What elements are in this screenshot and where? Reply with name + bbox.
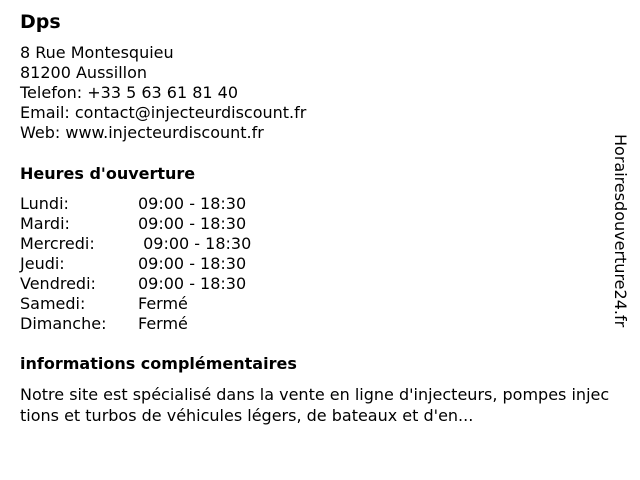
email-text: Email: contact@injecteurdiscount.fr: [20, 103, 307, 122]
phone-text: Telefon: +33 5 63 61 81 40: [20, 83, 239, 102]
contact-block: [20, 43, 306, 143]
hours-row-tuesday: [20, 214, 251, 234]
brand-sidebar: [603, 134, 633, 346]
day-label: Vendredi:: [20, 274, 96, 293]
time-value: Fermé: [138, 294, 188, 313]
website-text: Web: www.injecteurdiscount.fr: [20, 123, 264, 142]
info-heading: informations complémentaires: [20, 354, 297, 373]
day-label: Jeudi:: [20, 254, 65, 273]
time-value: Fermé: [138, 314, 188, 333]
day-label: Lundi:: [20, 194, 69, 213]
info-description: Notre site est spécialisé dans la vente en ligne d'injecteurs, pompes injections et turbos de véhicules légers, de bateaux et d'en...: [20, 385, 610, 425]
hours-row-sunday: [20, 314, 251, 334]
address-city: 81200 Aussillon: [20, 63, 148, 82]
day-label: Dimanche:: [20, 314, 107, 333]
time-value: 09:00 - 18:30: [138, 214, 247, 233]
hours-row-wednesday: [20, 234, 251, 254]
hours-list: [20, 194, 251, 334]
business-name: Dps: [20, 11, 61, 33]
hours-row-thursday: [20, 254, 251, 274]
time-value: 09:00 - 18:30: [138, 194, 247, 213]
address-street: 8 Rue Montesquieu: [20, 43, 174, 62]
day-label: Mercredi:: [20, 234, 95, 253]
hours-row-monday: [20, 194, 251, 214]
brand-watermark: Horairesdouverture24.fr: [611, 134, 630, 328]
hours-row-friday: [20, 274, 251, 294]
time-value: 09:00 - 18:30: [138, 274, 247, 293]
day-label: Mardi:: [20, 214, 70, 233]
time-value: 09:00 - 18:30: [138, 254, 247, 273]
day-label: Samedi:: [20, 294, 86, 313]
hours-row-saturday: [20, 294, 251, 314]
time-value: 09:00 - 18:30: [138, 234, 252, 253]
hours-heading: Heures d'ouverture: [20, 164, 196, 183]
